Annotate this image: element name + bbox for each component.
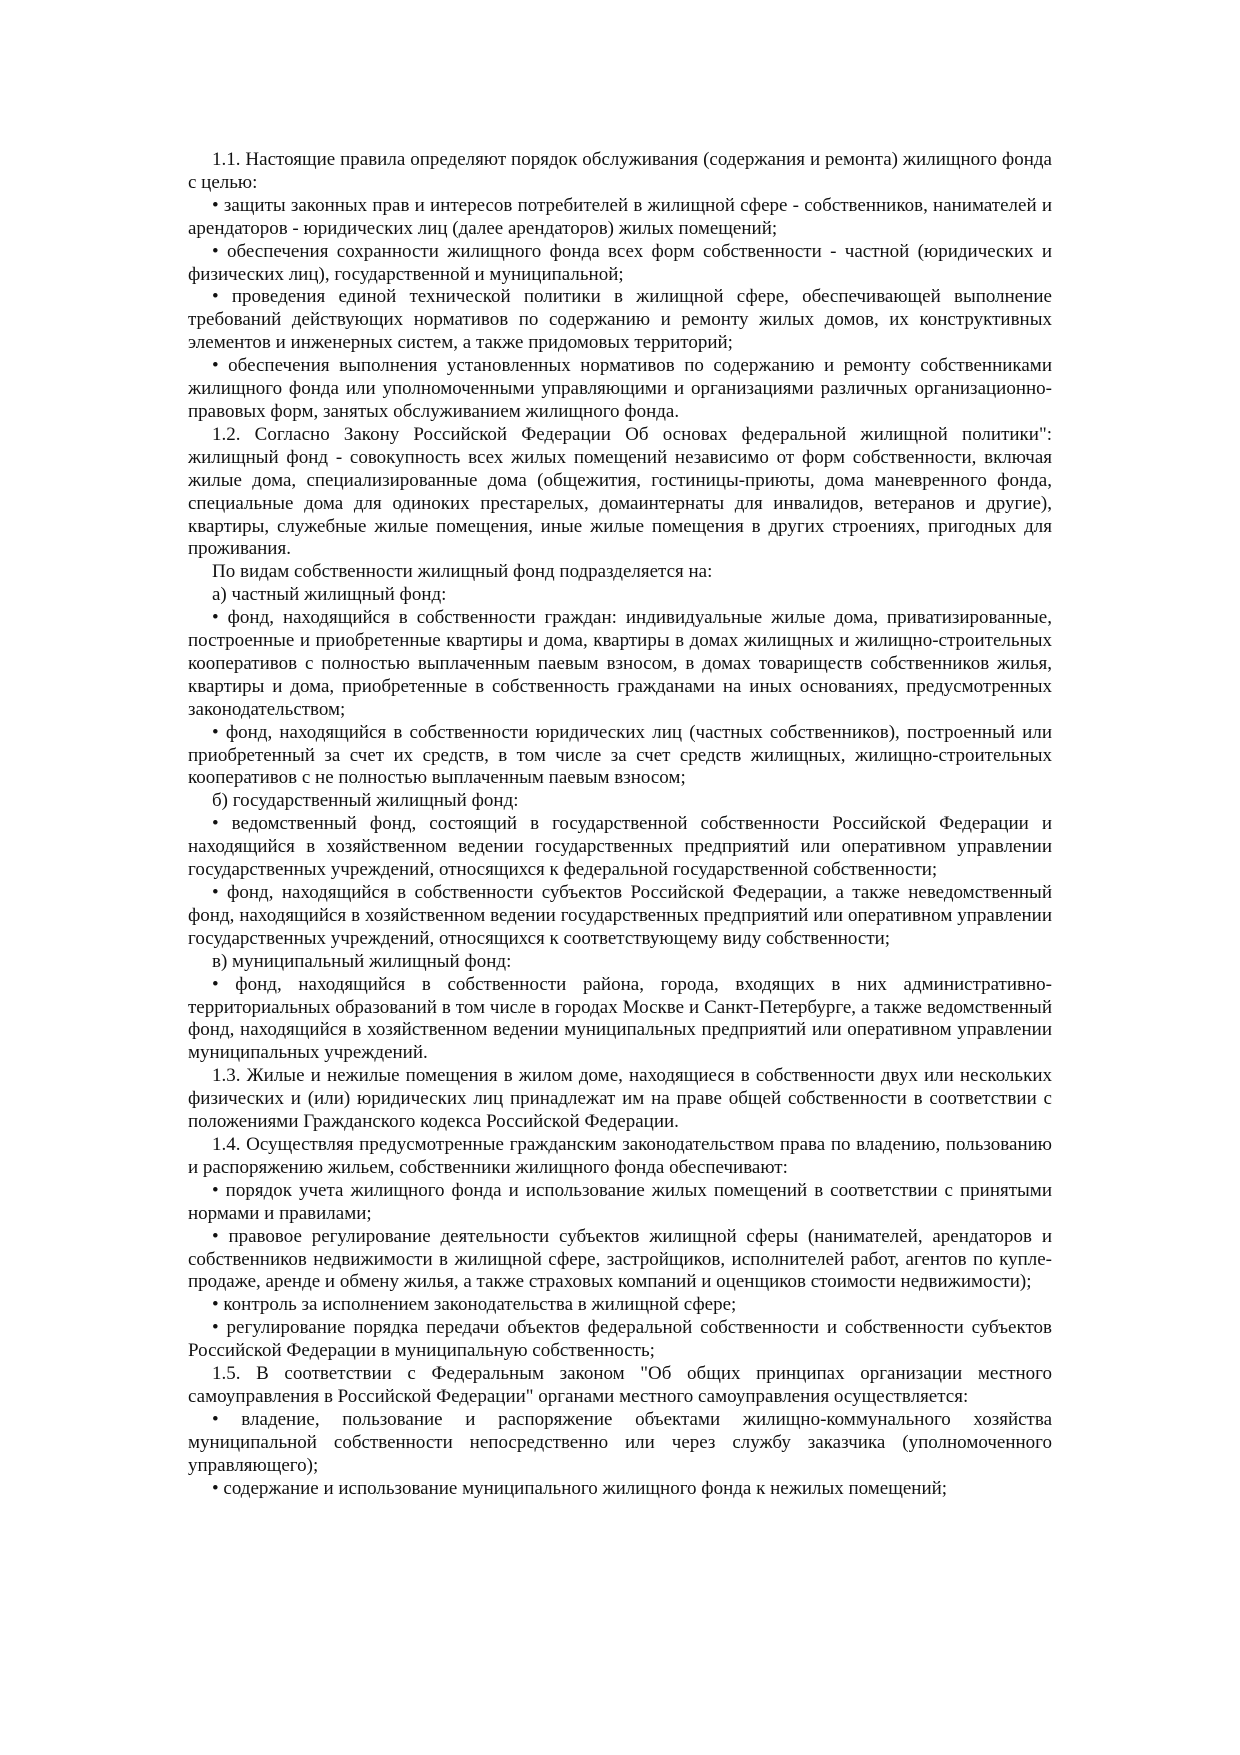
state-fund-heading: б) государственный жилищный фонд: <box>212 790 519 812</box>
bullet-law-control: • контроль за исполнением законодательства в жилищной сфере; <box>212 1294 737 1316</box>
paragraph-1-1: 1.1. Настоящие правила определяют порядок обслуживания (содержания и ремонта) жилищного фонда с целью: <box>188 149 1052 193</box>
paragraph-1-5: 1.5. В соответствии с Федеральным законом "Об общих принципах организации местного самоуправления в Российской Федерации" органами местного самоуправления осуществляется: <box>188 1363 1052 1407</box>
bullet-citizens-fund: • фонд, находящийся в собственности граждан: индивидуальные жилые дома, приватизированные, построенные и приобретенные квартиры и дома, квартиры в домах жилищных и жилищно-строительных кооперативов с полностью выплаченным паевым взносом, в домах товариществ собственников жилья, квартиры и дома, приобретенные в собственность гражданами на иных основаниях, предусмотренных законодательством; <box>188 607 1052 720</box>
bullet-protect-rights: • защиты законных прав и интересов потребителей в жилищной сфере - собственников, нанимателей и арендаторов - юридических лиц (далее арендаторов) жилых помещений; <box>188 194 1052 239</box>
paragraph-1-3: 1.3. Жилые и нежилые помещения в жилом доме, находящиеся в собственности двух или нескольких физических и (или) юридических лиц принадлежат им на праве общей собственности в соответствии с положениями Гражданского кодекса Российской Федерации. <box>188 1065 1052 1133</box>
bullet-norms-compliance: • обеспечения выполнения установленных нормативов по содержанию и ремонту собственниками жилищного фонда или уполномоченными управляющими и организациями различных организационно-правовых форм, занятых обслуживанием жилищного фонда. <box>188 355 1052 422</box>
private-fund-heading: а) частный жилищный фонд: <box>212 584 447 606</box>
bullet-legal-regulation: • правовое регулирование деятельности субъектов жилищной сферы (нанимателей, арендаторов и собственников недвижимости в жилищной сфере, застройщиков, исполнителей работ, агентов по купле-продаже, аренде и обмену жилья, а также страховых компаний и оценщиков стоимости недвижимости); <box>188 1225 1052 1293</box>
bullet-legal-entities-fund: • фонд, находящийся в собственности юридических лиц (частных собственников), построенный или приобретенный за счет их средств, в том числе за счет средств жилищных, жилищно-строительных кооперативов с не полностью выплаченным паевым взносом; <box>188 721 1052 789</box>
paragraph-1-2: 1.2. Согласно Закону Российской Федерации Об основах федеральной жилищной политики": жилищный фонд - совокупность всех жилых помещений независимо от форм собственности, включая жилые дома, специализированные дома (общежития, гостиницы-приюты, дома маневренного фонда, специальные дома для одиноких престарелых, домаинтернаты для инвалидов, ветеранов и другие), квартиры, служебные жилые помещения, иные жилые помещения в других строениях, пригодных для проживания. <box>188 423 1052 560</box>
bullet-ownership-use: • владение, пользование и распоряжение объектами жилищно-коммунального хозяйства муниципальной собственности непосредственно или через службу заказчика (уполномоченного управляющего); <box>188 1408 1052 1476</box>
bullet-municipal-fund: • фонд, находящийся в собственности района, города, входящих в них административно-территориальных образований в том числе в городах Москве и Санкт-Петербурге, а также ведомственный фонд, находящийся в хозяйственном ведении муниципальных предприятий или оперативном управлении муниципальных учреждений. <box>188 973 1052 1064</box>
ownership-types-intro: По видам собственности жилищный фонд подразделяется на: <box>212 561 713 583</box>
bullet-departmental-fund: • ведомственный фонд, состоящий в государственной собственности Российской Федерации и находящийся в хозяйственном ведении государственных предприятий или оперативном управлении государственных учреждений, относящихся к федеральной государственной собственности; <box>188 813 1052 881</box>
document-page <box>188 149 1052 1500</box>
bullet-technical-policy: • проведения единой технической политики в жилищной сфере, обеспечивающей выполнение требований действующих нормативов по содержанию и ремонту жилых домов, их конструктивных элементов и инженерных систем, а также придомовых территорий; <box>188 286 1052 354</box>
municipal-fund-heading: в) муниципальный жилищный фонд: <box>212 950 512 972</box>
bullet-maintenance-use: • содержание и использование муниципального жилищного фонда к нежилых помещений; <box>212 1477 948 1499</box>
bullet-property-transfer: • регулирование порядка передачи объектов федеральной собственности и собственности субъектов Российской Федерации в муниципальную собственность; <box>188 1317 1052 1362</box>
bullet-subjects-fund: • фонд, находящийся в собственности субъектов Российской Федерации, а также неведомственный фонд, находящийся в хозяйственном ведении государственных предприятий или оперативном управлении государственных учреждений, относящихся к соответствующему виду собственности; <box>188 882 1052 949</box>
bullet-preserve-fund: • обеспечения сохранности жилищного фонда всех форм собственности - частной (юридических и физических лиц), государственной и муниципальной; <box>188 240 1052 285</box>
paragraph-1-4: 1.4. Осуществляя предусмотренные гражданским законодательством права по владению, пользованию и распоряжению жильем, собственники жилищного фонда обеспечивают: <box>188 1133 1052 1178</box>
bullet-accounting-order: • порядок учета жилищного фонда и использование жилых помещений в соответствии с принятыми нормами и правилами; <box>188 1179 1052 1224</box>
